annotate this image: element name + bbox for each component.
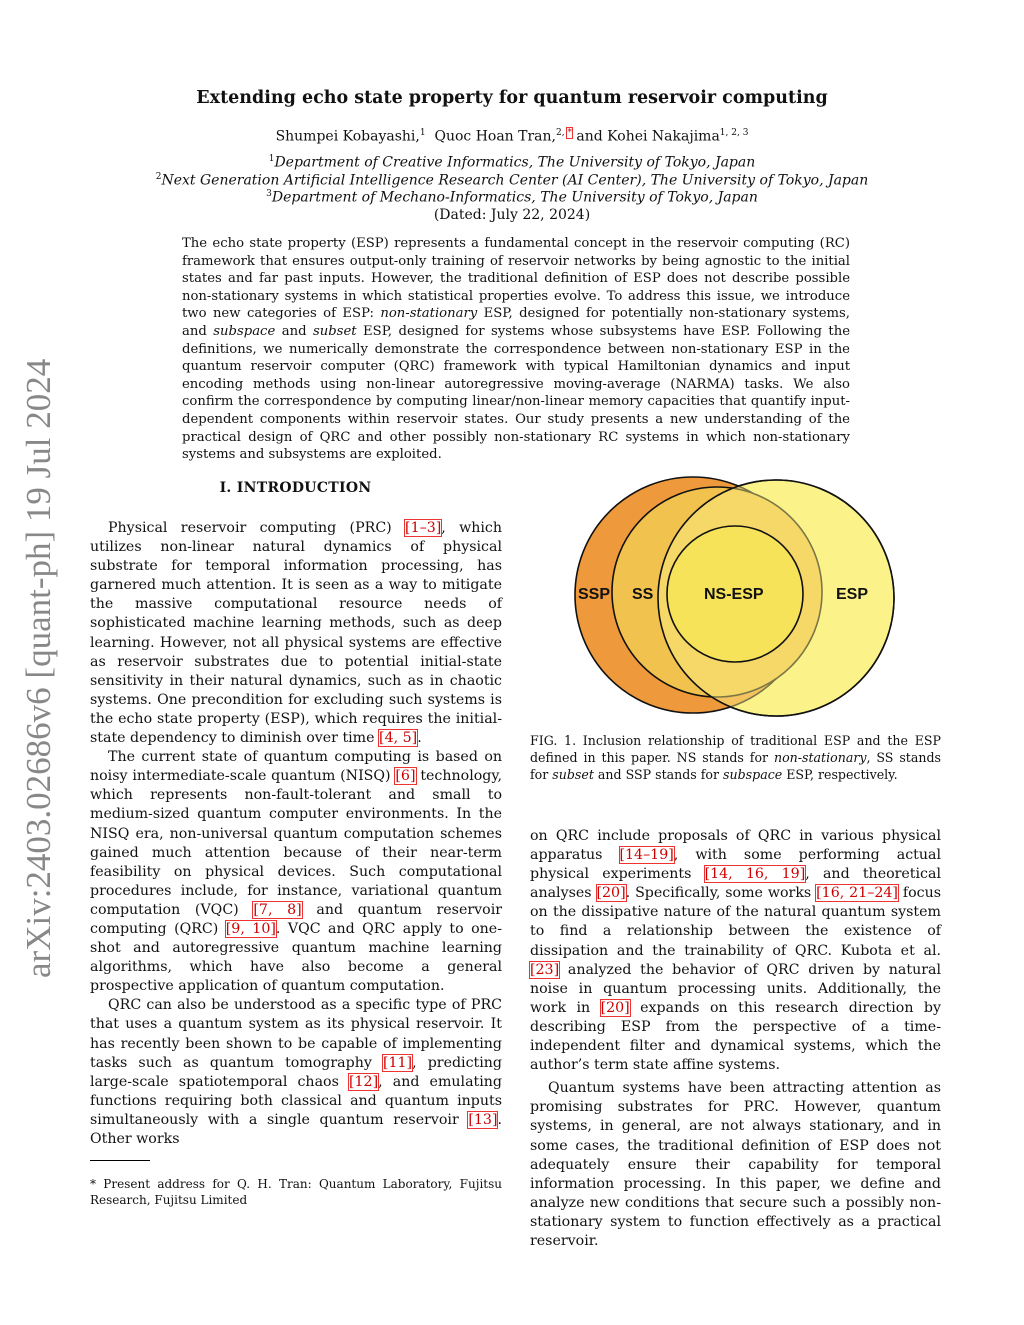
label-ss: SS [632, 586, 654, 603]
affiliation-3: $^3$Department of Mechano-Informatics, The University of Tokyo, Japan [266, 189, 758, 206]
author-2-affil: 2, [556, 128, 568, 138]
right-column [530, 827, 941, 1251]
citation-link[interactable]: [12] [348, 1073, 379, 1090]
footnote-link[interactable]: * [567, 128, 572, 138]
citation-link[interactable]: [4, 5] [379, 730, 418, 747]
author-3: and Kohei Nakajima [576, 128, 720, 145]
citation-link[interactable]: [23] [530, 961, 560, 978]
citation-link[interactable]: [14, 16, 19] [704, 866, 806, 883]
section-heading: I. INTRODUCTION [219, 480, 372, 496]
label-nsesp: NS-ESP [704, 586, 764, 603]
affiliation-2: $^2$Next Generation Artificial Intelligence Research Center (AI Center), The University of Tokyo, Japan [155, 172, 869, 189]
paragraph: Quantum systems have been attracting attention as promising substrates for PRC. However, quantum systems, in general, are not always stationary, and in some cases, the traditional definition of ESP does not adequately ensure their capability for temporal information processing. In this paper, we define and analyze new conditions that secure such a possibly non-stationary system to function effectively as a practical reservoir. [530, 1080, 941, 1249]
author-2: Quoc Hoan Tran, [434, 128, 556, 145]
citation-link[interactable]: [14–19] [619, 847, 674, 864]
left-column [90, 519, 502, 1149]
figure-caption: FIG. 1. Inclusion relationship of traditional ESP and the ESP defined in this paper. NS stands for non-stationary, SS stands for subset and SSP stands for subspace ESP, respectively. [530, 733, 941, 782]
author-1-affil: 1 [419, 128, 426, 138]
citation-link[interactable]: [1–3] [405, 520, 442, 536]
author-line [0, 128, 1024, 145]
paragraph: The current state of quantum computing is based on noisy intermediate-scale quantum (NISQ) [6] technology, which represents non-fault-tolerant and small to medium-sized quantum computer environments. In the NISQ era, non-universal quantum computation schemes gained much attention because of their near-term feasibility on physical devices. Such computational procedures include, for instance, variational quantum computation (VQC) [7, 8] and quantum reservoir computing (QRC) [9, 10]. VQC and QRC apply to one-shot and autoregressive quantum machine learning algorithms, which have also become a general prospective application of quantum computation. [90, 749, 503, 995]
citation-link[interactable]: [16, 21–24] [816, 885, 898, 902]
citation-link[interactable]: [7, 8] [253, 901, 302, 918]
label-ssp: SSP [578, 586, 611, 603]
paragraph: QRC can also be understood as a specific type of PRC that uses a quantum system as its physical reservoir. It has recently been shown to be capable of implementing tasks such as quantum tomography [11], predicting large-scale spatiotemporal chaos [12], and emulating functions requiring both classical and quantum inputs simultaneously with a single quantum reservoir [13]. Other works [90, 997, 502, 1147]
abstract: The echo state property (ESP) represents a fundamental concept in the reservoir computing (RC) framework that ensures output-only training of reservoir networks by being agnostic to the initial states and far past inputs. However, the traditional definition of ESP does not describe possible non-stationary systems in which statistical properties evolve. To address this issue, we introduce two new categories of ESP: non-stationary ESP, designed for potentially non-stationary systems, and subspace and subset ESP, designed for systems whose subsystems have ESP. Following the definitions, we numerically demonstrate the correspondence between non-stationary ESP in the quantum reservoir computer (QRC) framework with typical Hamiltonian dynamics and input encoding methods using non-linear autoregressive moving-average (NARMA) tasks. We also confirm the correspondence by computing linear/non-linear memory capacities that quantify input-dependent components within reservoir states. Our study presents a new understanding of the practical design of QRC and other possibly non-stationary RC systems in which non-stationary systems and subsystems are exploited. [182, 236, 850, 463]
author-3-affil: 1, 2, 3 [719, 128, 749, 138]
arxiv-stamp-text: arXiv:2403.02686v6 [quant-ph] 19 Jul 2024 [19, 358, 58, 978]
arxiv-stamp [12, 350, 62, 980]
citation-link[interactable]: [6] [395, 768, 416, 785]
footnote: * Present address for Q. H. Tran: Quantum Laboratory, Fujitsu Research, Fujitsu Limited [90, 1177, 502, 1207]
citation-link[interactable]: [11] [382, 1054, 413, 1071]
footnote-rule [90, 1160, 150, 1161]
citation-link[interactable]: [20] [600, 999, 630, 1016]
paragraph: Physical reservoir computing (PRC) [1–3], which utilizes non-linear natural dynamics of physical substrate for temporal information processing, has garnered much attention. It is seen as a way to mitigate the massive computational resource needs of sophisticated machine learning methods, such as deep learning. However, not all physical systems are effective as reservoir substrates due to potential initial-state sensitivity in their natural dynamics, such as in chaotic systems. One precondition for excluding such systems is the echo state property (ESP), which requires the initial-state dependency to diminish over time [4, 5]. [90, 520, 502, 747]
author-1: Shumpei Kobayashi, [275, 128, 420, 145]
affiliation-1: $^1$Department of Creative Informatics, The University of Tokyo, Japan [268, 154, 756, 171]
citation-link[interactable]: [20] [596, 885, 626, 902]
citation-link[interactable]: [9, 10] [225, 920, 276, 937]
dated-line: (Dated: July 22, 2024) [433, 207, 591, 223]
venn-diagram [570, 474, 900, 718]
label-esp: ESP [836, 586, 869, 603]
citation-link[interactable]: [13] [468, 1111, 498, 1128]
paper-title: Extending echo state property for quantum reservoir computing [196, 88, 828, 108]
paragraph: on QRC include proposals of QRC in various physical apparatus [14–19], with some performing actual physical experiments [14, 16, 19], and theoretical analyses [20]. Specifically, some works [16, 21–24] focus on the dissipative nature of the natural quantum system to find a relationship between the existence of dissipation and the trainability of QRC. Kubota et al. [23] analyzed the behavior of QRC driven by natural noise in quantum processing units. Additionally, the work in [20] expands on this research direction by describing ESP from the perspective of a time-independent filter and dynamical systems, which the author’s term state affine systems. [530, 828, 941, 1074]
